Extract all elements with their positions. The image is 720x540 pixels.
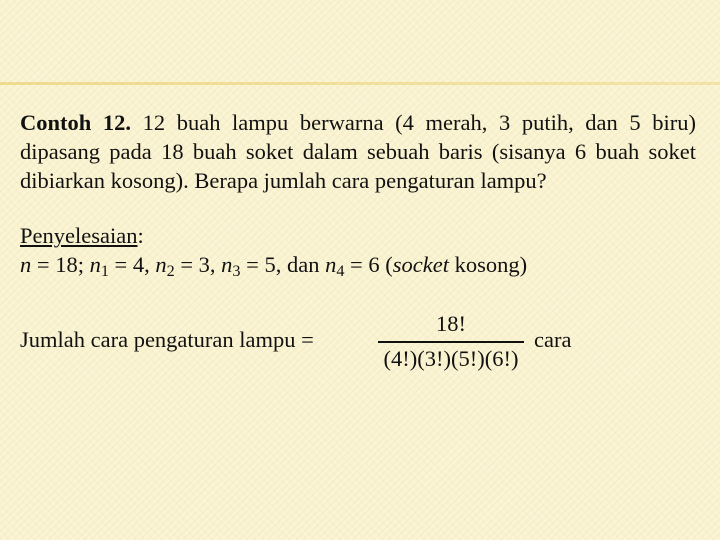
slide-content	[20, 108, 696, 279]
var-n1-subscript: 1	[100, 262, 109, 281]
example-label: Contoh 12.	[20, 110, 131, 135]
solution-heading	[20, 221, 696, 250]
example-paragraph	[20, 108, 696, 195]
var-n3: n	[221, 252, 233, 277]
variable-definitions	[20, 250, 696, 279]
solution-heading-text: Penyelesaian	[20, 223, 138, 248]
var-n4: n	[325, 252, 337, 277]
socket-word: socket	[392, 252, 449, 277]
var-n2-subscript: 2	[166, 262, 175, 281]
var-n2-value: = 3,	[174, 252, 222, 277]
var-n1: n	[89, 252, 101, 277]
formula-fraction	[378, 310, 524, 373]
var-n4-subscript: 4	[336, 262, 345, 281]
formula-numerator: 18!	[436, 311, 466, 336]
fraction-bar	[378, 341, 524, 343]
var-n3-value: = 5, dan	[240, 252, 326, 277]
var-n3-subscript: 3	[232, 262, 241, 281]
example-text: 12 buah lampu berwarna (4 merah, 3 putih, dan 5 biru) dipasang pada 18 buah soket dalam sebuah baris (sisanya 6 buah soket dibiarkan kosong). Berapa jumlah cara pengaturan lampu?	[20, 110, 696, 193]
var-n2: n	[155, 252, 167, 277]
var-n1-value: = 4,	[108, 252, 156, 277]
formula-denominator: (4!)(3!)(5!)(6!)	[383, 345, 519, 371]
formula-unit: cara	[534, 327, 572, 352]
solution-heading-colon: :	[137, 223, 144, 248]
var-n4-value: = 6 (	[344, 252, 393, 277]
kosong-text: kosong)	[448, 252, 528, 277]
formula	[20, 310, 700, 374]
var-n: n	[20, 252, 32, 277]
var-n-value: = 18;	[31, 252, 90, 277]
header-divider	[0, 82, 720, 85]
formula-lhs: Jumlah cara pengaturan lampu =	[20, 327, 314, 352]
